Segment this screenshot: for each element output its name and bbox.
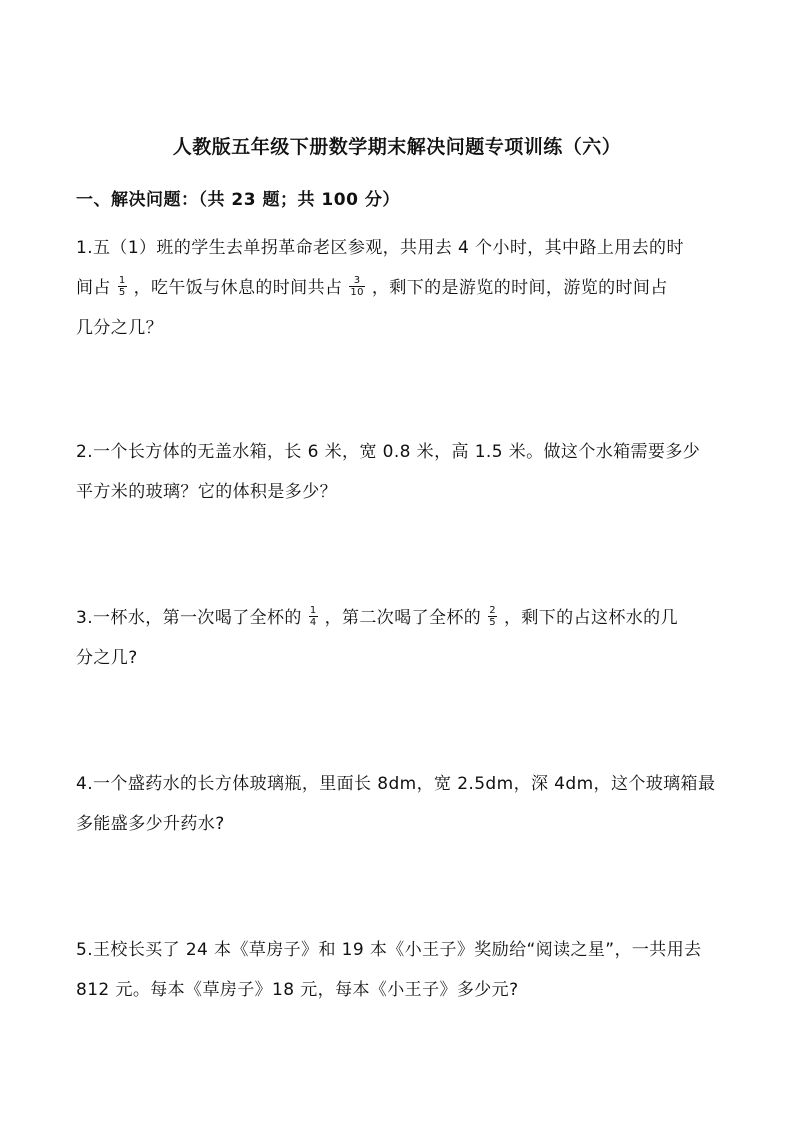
question-3-text: ，第二次喝了全杯的 [324, 608, 482, 628]
question-1-text: 间占 [76, 278, 111, 298]
question-5-line-1: 5.王校长买了 24 本《草房子》和 19 本《小王子》奖励给“阅读之星”，一共用去 [76, 940, 702, 960]
question-1-text: ，吃午饭与休息的时间共占 [133, 278, 343, 298]
question-5 [76, 930, 726, 1010]
question-1-text: ，剩下的是游览的时间，游览的时间占 [371, 278, 668, 298]
question-5-line-2: 812 元。每本《草房子》18 元，每本《小王子》多少元? [76, 980, 519, 1000]
fraction-denominator: 4 [309, 616, 317, 628]
question-2-line-1: 2.一个长方体的无盖水箱，长 6 米，宽 0.8 米，高 1.5 米。做这个水箱需要多少 [76, 442, 701, 462]
fraction-numerator: 1 [309, 604, 317, 616]
question-1-line-2 [76, 268, 726, 308]
question-1 [76, 228, 726, 348]
fraction-denominator: 5 [118, 286, 126, 298]
question-2 [76, 432, 726, 512]
question-1-line-1: 1.五（1）班的学生去单拐革命老区参观，共用去 4 个小时，其中路上用去的时 [76, 238, 684, 258]
page-title: 人教版五年级下册数学期末解决问题专项训练（六） [172, 136, 622, 158]
section-heading: 一、解决问题：（共 23 题；共 100 分） [76, 190, 400, 210]
fraction-denominator: 10 [350, 286, 364, 298]
question-4-line-2: 多能盛多少升药水? [76, 814, 225, 834]
question-3 [76, 598, 726, 678]
question-3-text: 3.一杯水，第一次喝了全杯的 [76, 608, 302, 628]
question-3-text: ，剩下的占这杯水的几 [503, 608, 678, 628]
fraction-numerator: 2 [489, 604, 496, 616]
fraction-denominator: 5 [489, 616, 496, 628]
fraction-one-quarter [309, 605, 318, 628]
question-3-line-1 [76, 598, 726, 638]
fraction-three-tenths [349, 275, 365, 298]
question-4 [76, 764, 726, 844]
fraction-numerator: 1 [118, 274, 126, 286]
fraction-two-fifths [488, 605, 497, 628]
fraction-one-fifth [118, 275, 127, 298]
question-2-line-2: 平方米的玻璃？它的体积是多少？ [76, 482, 337, 502]
question-3-line-2: 分之几? [76, 648, 138, 668]
fraction-numerator: 3 [349, 275, 365, 287]
question-1-line-3: 几分之几？ [76, 318, 163, 338]
question-4-line-1: 4.一个盛药水的长方体玻璃瓶，里面长 8dm，宽 2.5dm，深 4dm，这个玻璃箱最 [76, 774, 716, 794]
